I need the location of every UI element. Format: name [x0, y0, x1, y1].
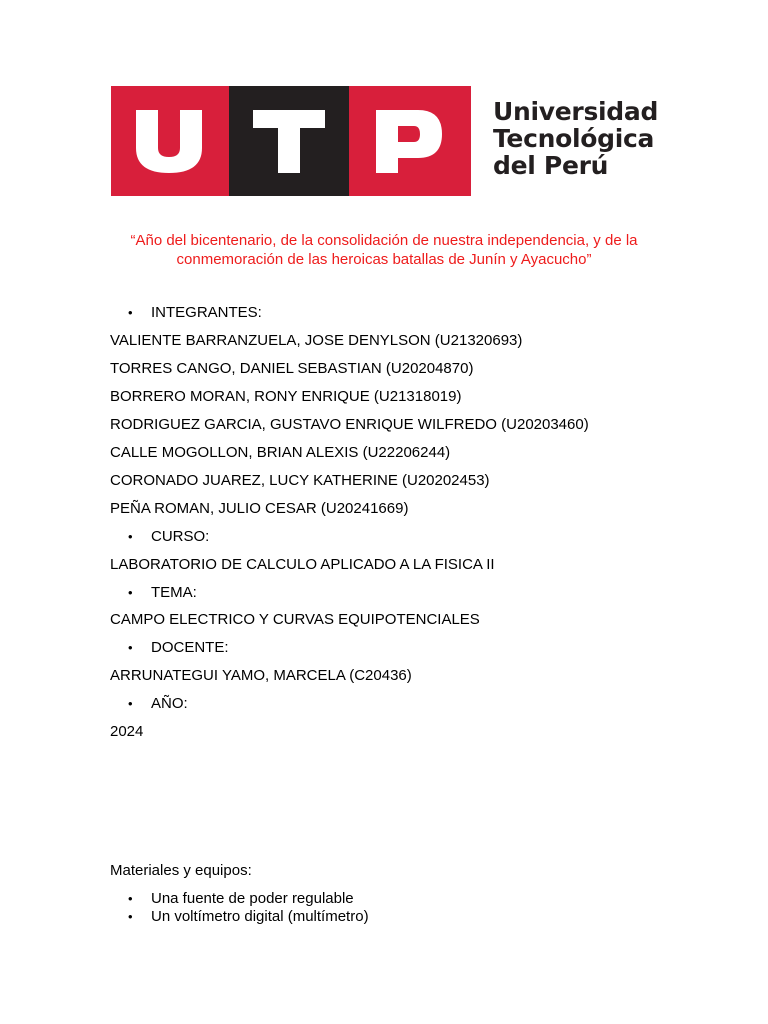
university-name-line-3: del Perú — [493, 151, 609, 180]
member-1: VALIENTE BARRANZUELA, JOSE DENYLSON (U21320693) — [110, 332, 523, 349]
materials-heading: Materiales y equipos: — [110, 862, 252, 879]
docente-value: ARRUNATEGUI YAMO, MARCELA (C20436) — [110, 667, 412, 684]
member-4: RODRIGUEZ GARCIA, GUSTAVO ENRIQUE WILFREDO (U20203460) — [110, 416, 589, 433]
motto-line-1: “Año del bicentenario, de la consolidación de nuestra independencia, y de la — [130, 232, 638, 249]
material-item-1-text: Una fuente de poder regulable — [151, 890, 354, 907]
university-name — [493, 98, 658, 179]
bullet-icon: • — [128, 529, 133, 544]
curso-label: CURSO: — [151, 528, 210, 545]
member-6: CORONADO JUAREZ, LUCY KATHERINE (U20202453) — [110, 472, 490, 489]
motto-line-2: conmemoración de las heroicas batallas de Junín y Ayacucho” — [176, 251, 592, 268]
member-5: CALLE MOGOLLON, BRIAN ALEXIS (U22206244) — [110, 444, 451, 461]
material-item-2 — [128, 908, 369, 926]
bullet-icon: • — [128, 585, 133, 600]
curso-heading — [128, 528, 209, 546]
member-2: TORRES CANGO, DANIEL SEBASTIAN (U20204870) — [110, 360, 474, 377]
member-3: BORRERO MORAN, RONY ENRIQUE (U21318019) — [110, 388, 462, 405]
anio-value: 2024 — [110, 723, 144, 740]
anio-heading — [128, 695, 188, 713]
motto — [100, 231, 668, 269]
bullet-icon: • — [128, 305, 133, 320]
curso-value: LABORATORIO DE CALCULO APLICADO A LA FISICA II — [110, 556, 495, 573]
member-7: PEÑA ROMAN, JULIO CESAR (U20241669) — [110, 500, 409, 517]
bullet-icon: • — [128, 891, 133, 906]
docente-heading — [128, 639, 229, 657]
integrantes-heading — [128, 304, 262, 322]
bullet-icon: • — [128, 909, 133, 924]
bullet-icon: • — [128, 640, 133, 655]
bullet-icon: • — [128, 696, 133, 711]
university-name-line-1: Universidad — [493, 97, 659, 126]
utp-logo — [111, 86, 471, 196]
integrantes-label: INTEGRANTES: — [151, 304, 262, 321]
utp-logo-mark — [111, 86, 471, 196]
anio-label: AÑO: — [151, 695, 188, 712]
material-item-2-text: Un voltímetro digital (multímetro) — [151, 908, 369, 925]
material-item-1 — [128, 890, 354, 908]
tema-value: CAMPO ELECTRICO Y CURVAS EQUIPOTENCIALES — [110, 611, 480, 628]
tema-label: TEMA: — [151, 584, 197, 601]
tema-heading — [128, 584, 197, 602]
university-name-line-2: Tecnológica — [493, 124, 655, 153]
docente-label: DOCENTE: — [151, 639, 229, 656]
